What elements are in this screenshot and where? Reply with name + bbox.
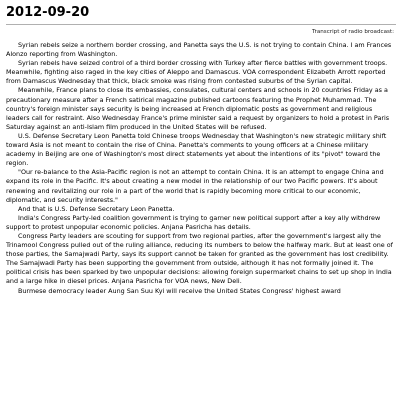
paragraph: Congress Party leaders are scouting for support from two regional parties, after the government's largest ally the Trinamool Congress pulled out of the ruling alliance, reducing its numbers to below the halfway mark. But at least one of those parties, the Samajwadi Party, says its support cannot be taken for granted as the government has lost credibility. The Samajwadi Party has been supporting the government from outside, although it has not formally joined it. The political crisis has been sparked by two unpopular decisions: allowing foreign supermarket chains to set up shop in India and a large hike in diesel prices. Anjana Pasricha for VOA news, New Deli.	[6, 231, 393, 286]
transcript-subtitle: Transcript of radio broadcast:	[311, 29, 394, 35]
header-divider	[6, 24, 396, 25]
paragraph: India's Congress Party-led coalition government is trying to garner new political support after a key ally withdrew support to protest unpopular economic policies. Anjana Pasricha has details.	[6, 213, 381, 231]
transcript-body	[6, 41, 396, 296]
paragraph: Syrian rebels seize a northern border crossing, and Panetta says the U.S. is not trying to contain China. I am Frances Alonzo reporting from Washington.	[6, 41, 392, 59]
paragraph: Meanwhile, France plans to close its embassies, consulates, cultural centers and schools in 20 countries Friday as a precautionary measure after a French satirical magazine published cartoons featuring the Prophet Muhammad. The country's foreign minister says security is being increased at French diplomatic posts as government and religious leaders call for restraint. Also Wednesday France's prime minister said a request by organizers to hold a protest in Paris Saturday against an anti-Islam film produced in the United States will be refused.	[6, 86, 390, 131]
paragraph: U.S. Defense Secretary Leon Panetta told Chinese troops Wednesday that Washington's new strategic military shift toward Asia is not meant to contain the rise of China. Panetta's comments to young officers at a Chinese military academy in Beijing are one of Washington's most direct statements yet about the intentions of its "pivot" toward the region.	[6, 131, 387, 168]
quote-paragraph: "Our re-balance to the Asia-Pacific region is not an attempt to contain China. It is an attempt to engage China and expand its role in the Pacific. It's about creating a new model in the relationship of our two Pacific powers. It's about renewing and revitalizing our role in a part of the world that is rapidly becoming more critical to our economic, diplomatic, and security interests."	[6, 168, 384, 204]
paragraph: And that is U.S. Defense Secretary Leon Panetta.	[18, 204, 175, 213]
paragraph: Burmese democracy leader Aung San Suu Kyi will receive the United States Congress' highest award	[18, 286, 341, 295]
paragraph: Syrian rebels have seized control of a third border crossing with Turkey after fierce battles with government troops. Meanwhile, fighting also raged in the key cities of Aleppo and Damascus. VOA correspondent Elizabeth Arrott reported from Damascus Wednesday that thick, black smoke was rising from contested suburbs of the Syrian capital.	[6, 59, 388, 86]
page-date: 2012-09-20	[6, 5, 90, 20]
